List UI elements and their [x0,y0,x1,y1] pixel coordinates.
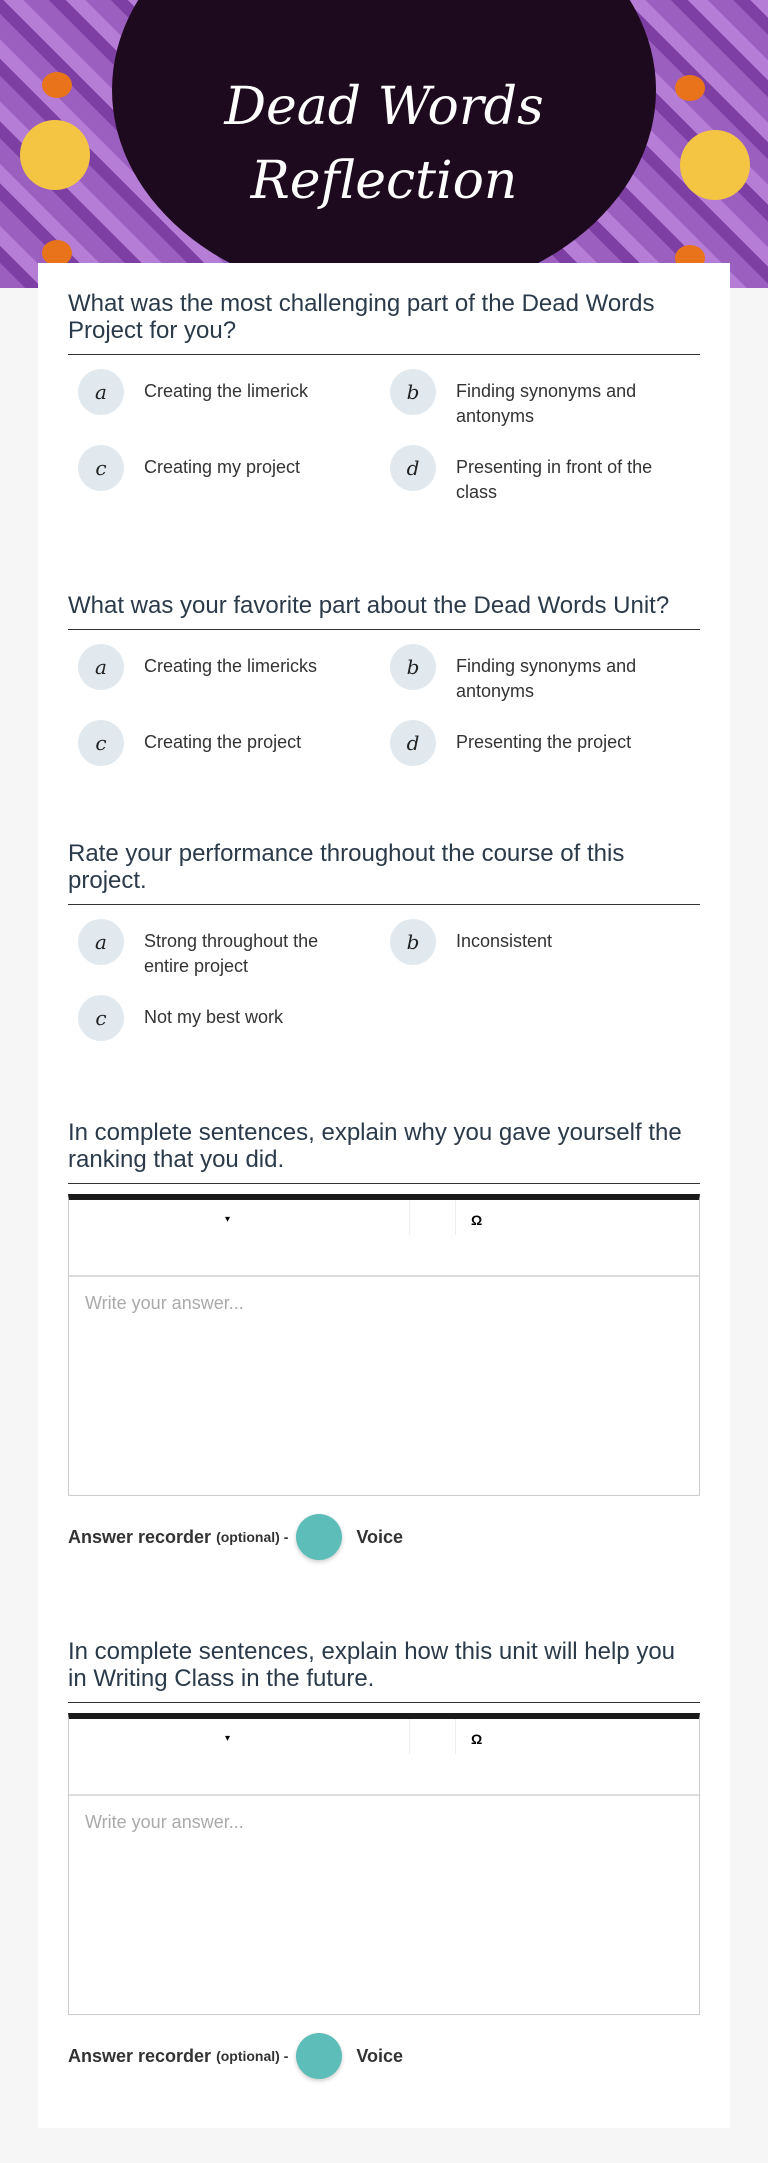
toolbar-divider [455,1719,456,1754]
answer-editor [68,1194,700,1496]
recorder-label: Answer recorder [68,1526,212,1547]
option-label: Not my best work [144,1007,284,1027]
editor-toolbar [69,1719,699,1796]
voice-label: Voice [356,2045,404,2066]
editor-toolbar [69,1200,699,1277]
option-c[interactable] [68,995,368,1041]
option-a[interactable] [68,919,368,979]
option-a[interactable] [68,644,368,690]
option-label: Creating the limerick [144,381,309,401]
record-voice-button[interactable] [296,2033,342,2079]
question-title: What was the most challenging part of the Dead Words Project for you? [68,290,700,355]
option-label: Creating the project [144,732,302,752]
letter-badge: c [78,445,124,491]
question-2 [68,592,700,755]
question-title: In complete sentences, explain why you gave yourself the ranking that you did. [68,1119,700,1184]
option-label: Inconsistent [456,931,553,951]
answer-recorder [68,1514,700,1560]
option-label: Finding synonyms and antonyms [456,656,637,701]
question-3 [68,840,700,1030]
voice-label: Voice [356,1526,404,1547]
option-c[interactable] [68,720,368,766]
title-line: Dead Words [224,77,544,137]
answer-editor [68,1713,700,2015]
option-b[interactable] [380,644,680,704]
letter-badge: a [78,919,124,965]
recorder-label: Answer recorder [68,2045,212,2066]
letter-badge: a [78,369,124,415]
letter-badge: a [78,644,124,690]
answer-recorder [68,2033,700,2079]
option-b[interactable] [380,369,680,429]
option-label: Creating my project [144,457,301,477]
option-c[interactable] [68,445,368,491]
option-label: Presenting in front of the class [456,457,653,502]
option-d[interactable] [380,445,680,505]
option-a[interactable] [68,369,368,415]
special-character-icon[interactable]: Ω [471,1212,483,1228]
format-dropdown-caret-icon[interactable]: ▾ [225,1214,231,1225]
format-dropdown-caret-icon[interactable]: ▾ [225,1733,231,1744]
option-label: Strong throughout the entire project [144,931,319,976]
page-title [0,70,768,218]
option-label: Finding synonyms and antonyms [456,381,637,426]
question-title: In complete sentences, explain how this unit will help you in Writing Class in the future. [68,1638,700,1703]
letter-badge: c [78,720,124,766]
question-title: Rate your performance throughout the course of this project. [68,840,700,905]
recorder-optional: (optional) - [216,1529,289,1545]
special-character-icon[interactable]: Ω [471,1731,483,1747]
question-4 [68,1119,700,1560]
title-line: Reflection [250,151,518,211]
toolbar-divider [409,1200,410,1235]
letter-badge: b [390,644,436,690]
toolbar-divider [455,1200,456,1235]
question-title: What was your favorite part about the Dead Words Unit? [68,592,700,630]
letter-badge: b [390,919,436,965]
letter-badge: b [390,369,436,415]
letter-badge: d [390,445,436,491]
record-voice-button[interactable] [296,1514,342,1560]
option-b[interactable] [380,919,680,965]
answer-textarea[interactable]: Write your answer... [85,1293,244,1313]
option-label: Creating the limericks [144,656,318,676]
answer-textarea[interactable]: Write your answer... [85,1812,244,1832]
letter-badge: d [390,720,436,766]
letter-badge: c [78,995,124,1041]
question-1 [68,290,700,502]
toolbar-divider [409,1719,410,1754]
recorder-optional: (optional) - [216,2048,289,2064]
question-5 [68,1638,700,2079]
worksheet-card [38,263,730,2128]
header-banner [0,0,768,288]
option-d[interactable] [380,720,680,766]
option-label: Presenting the project [456,732,632,752]
